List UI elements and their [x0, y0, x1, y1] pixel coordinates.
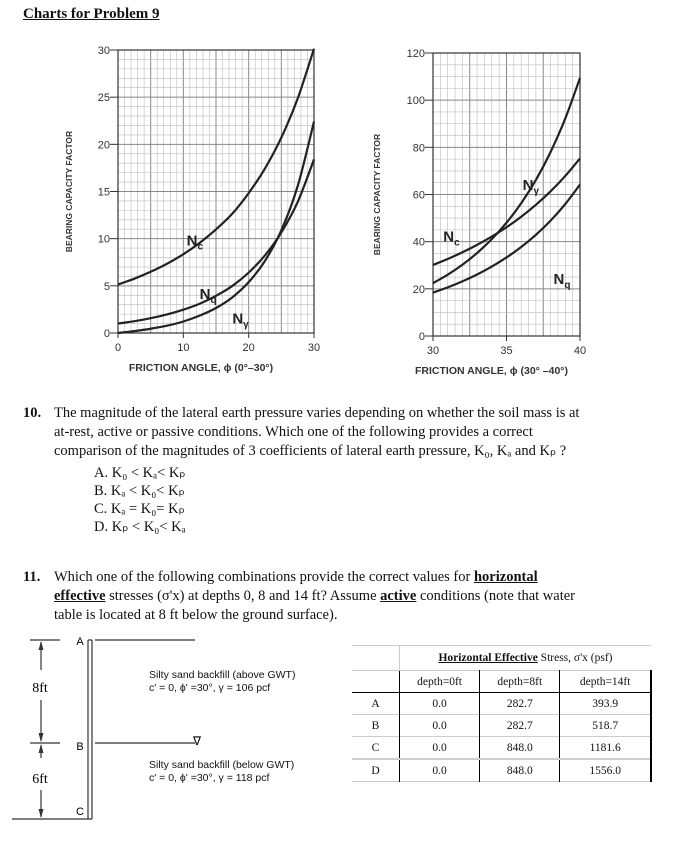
text: stresses (σ'x) at depths 0, 8 and 14 ft? Assume — [105, 588, 381, 604]
label-sub: c — [454, 237, 460, 249]
section-title: Charts for Problem 9 — [23, 6, 160, 22]
question-line: The magnitude of the lateral earth pressure varies depending on whether the soil mass is at — [54, 405, 580, 421]
x-tick-label: 30 — [307, 342, 321, 354]
point-label: A — [76, 636, 84, 648]
x-tick-label: 0 — [114, 342, 122, 354]
y-tick-label: 25 — [97, 92, 110, 105]
cell: 0.0 — [400, 759, 480, 782]
text: conditions (note that water — [416, 588, 576, 604]
cell: 0.0 — [400, 715, 480, 737]
question-line: table is located at 8 ft below the ground surface). — [54, 607, 338, 623]
x-axis-label: FRICTION ANGLE, ϕ (0°–30°) — [128, 362, 274, 374]
layer-1-description — [149, 669, 295, 695]
label-sub: q — [564, 280, 571, 292]
title-bold: Horizontal Effective — [438, 652, 538, 664]
text: Which one of the following combinations provide the correct values for — [54, 569, 474, 585]
y-tick-label: 40 — [412, 236, 425, 249]
layer-props: c' = 0, ϕ' =30°, γ = 106 pcf — [149, 682, 271, 694]
column-header: depth=0ft — [400, 671, 480, 693]
option-a[interactable]: A. K₀ < Kₐ< Kₚ — [94, 465, 186, 481]
stress-table — [352, 645, 652, 782]
series-label — [443, 229, 460, 249]
y-tick-label: 5 — [103, 280, 110, 293]
y-tick-label: 10 — [97, 233, 110, 246]
emphasis: effective — [54, 588, 106, 604]
layer-props: c' = 0, ϕ' =30°, γ = 118 pcf — [149, 772, 270, 784]
answer-options — [94, 464, 186, 536]
series-label — [232, 311, 249, 331]
y-tick-label: 60 — [412, 189, 425, 202]
cell: 1556.0 — [560, 759, 651, 782]
y-tick-label: 0 — [103, 328, 110, 340]
layer-name: Silty sand backfill (above GWT) — [149, 669, 296, 681]
x-tick-label: 35 — [500, 345, 513, 357]
table-row — [352, 737, 651, 760]
x-tick-label: 10 — [177, 342, 190, 354]
dimension-label: 8ft — [32, 681, 48, 696]
label-sub: c — [197, 241, 204, 253]
label-main: N — [199, 286, 211, 304]
point-label: C — [76, 806, 84, 818]
dimension-label: 6ft — [32, 772, 48, 787]
y-tick-label: 15 — [97, 186, 110, 199]
cell: 282.7 — [480, 693, 560, 715]
cell: 848.0 — [480, 759, 560, 782]
row-label[interactable]: D — [371, 764, 380, 777]
label-main: N — [553, 271, 565, 289]
question-line — [54, 587, 575, 606]
option-b[interactable]: B. Kₐ < K₀< Kₚ — [94, 483, 185, 499]
row-label[interactable]: A — [371, 697, 380, 710]
y-tick-label: 20 — [412, 283, 425, 296]
chart-2 — [372, 48, 586, 377]
emphasis: active — [380, 588, 417, 604]
layer-name: Silty sand backfill (below GWT) — [149, 759, 295, 771]
x-axis-label: FRICTION ANGLE, ϕ (30° –40°) — [415, 365, 568, 377]
label-sub: γ — [243, 319, 249, 331]
x-tick-label: 40 — [573, 345, 587, 357]
water-table-icon: ∇ — [192, 734, 202, 748]
point-label: B — [76, 741, 84, 753]
layer-2-description — [149, 759, 294, 785]
table-row — [352, 759, 651, 782]
label-main: N — [232, 310, 244, 328]
y-tick-label: 20 — [97, 139, 110, 152]
emphasis: horizontal — [473, 569, 538, 585]
table-row — [352, 715, 651, 737]
y-tick-label: 30 — [97, 45, 110, 57]
row-label[interactable]: B — [371, 719, 380, 732]
y-tick-label: 100 — [406, 95, 425, 108]
cell: 518.7 — [560, 715, 651, 737]
cell: 282.7 — [480, 715, 560, 737]
y-tick-label: 0 — [418, 331, 425, 343]
question-line: at-rest, active or passive conditions. Which one of the following provides a correct — [54, 424, 533, 440]
cell: 0.0 — [400, 693, 480, 715]
table-row — [352, 693, 651, 715]
bearing-capacity-charts — [0, 0, 686, 400]
cell: 393.9 — [560, 693, 651, 715]
series-label — [200, 286, 217, 306]
table-title — [400, 646, 652, 671]
series-label — [554, 271, 571, 291]
column-header: depth=14ft — [560, 671, 651, 693]
y-axis-label: BEARING CAPACITY FACTOR — [372, 133, 382, 256]
column-header: depth=8ft — [480, 671, 560, 693]
x-tick-label: 20 — [242, 342, 255, 354]
label-sub: γ — [533, 185, 540, 197]
row-label[interactable]: C — [371, 741, 380, 754]
option-c[interactable]: C. Kₐ = K₀= Kₚ — [94, 501, 185, 517]
question-line: comparison of the magnitudes of 3 coefficients of lateral earth pressure, K₀, Kₐ and Kₚ ? — [54, 443, 567, 459]
cell: 0.0 — [400, 737, 480, 760]
series-label — [187, 232, 204, 252]
x-tick-label: 30 — [426, 345, 440, 357]
y-tick-label: 80 — [412, 142, 425, 155]
label-main: N — [522, 176, 534, 194]
label-main: N — [443, 228, 455, 246]
retaining-wall-diagram — [0, 630, 330, 830]
y-tick-label: 120 — [406, 48, 425, 60]
label-sub: q — [210, 295, 217, 307]
chart-1 — [64, 45, 320, 374]
question-number: 11. — [23, 569, 41, 585]
label-main: N — [186, 232, 198, 250]
option-d[interactable]: D. Kₚ < K₀< Kₐ — [94, 519, 186, 535]
question-line — [54, 568, 538, 587]
y-axis-label: BEARING CAPACITY FACTOR — [64, 130, 74, 253]
cell: 1181.6 — [560, 737, 651, 760]
title-rest: Stress, σ'x (psf) — [537, 652, 613, 664]
question-number: 10. — [23, 405, 42, 421]
cell: 848.0 — [480, 737, 560, 760]
